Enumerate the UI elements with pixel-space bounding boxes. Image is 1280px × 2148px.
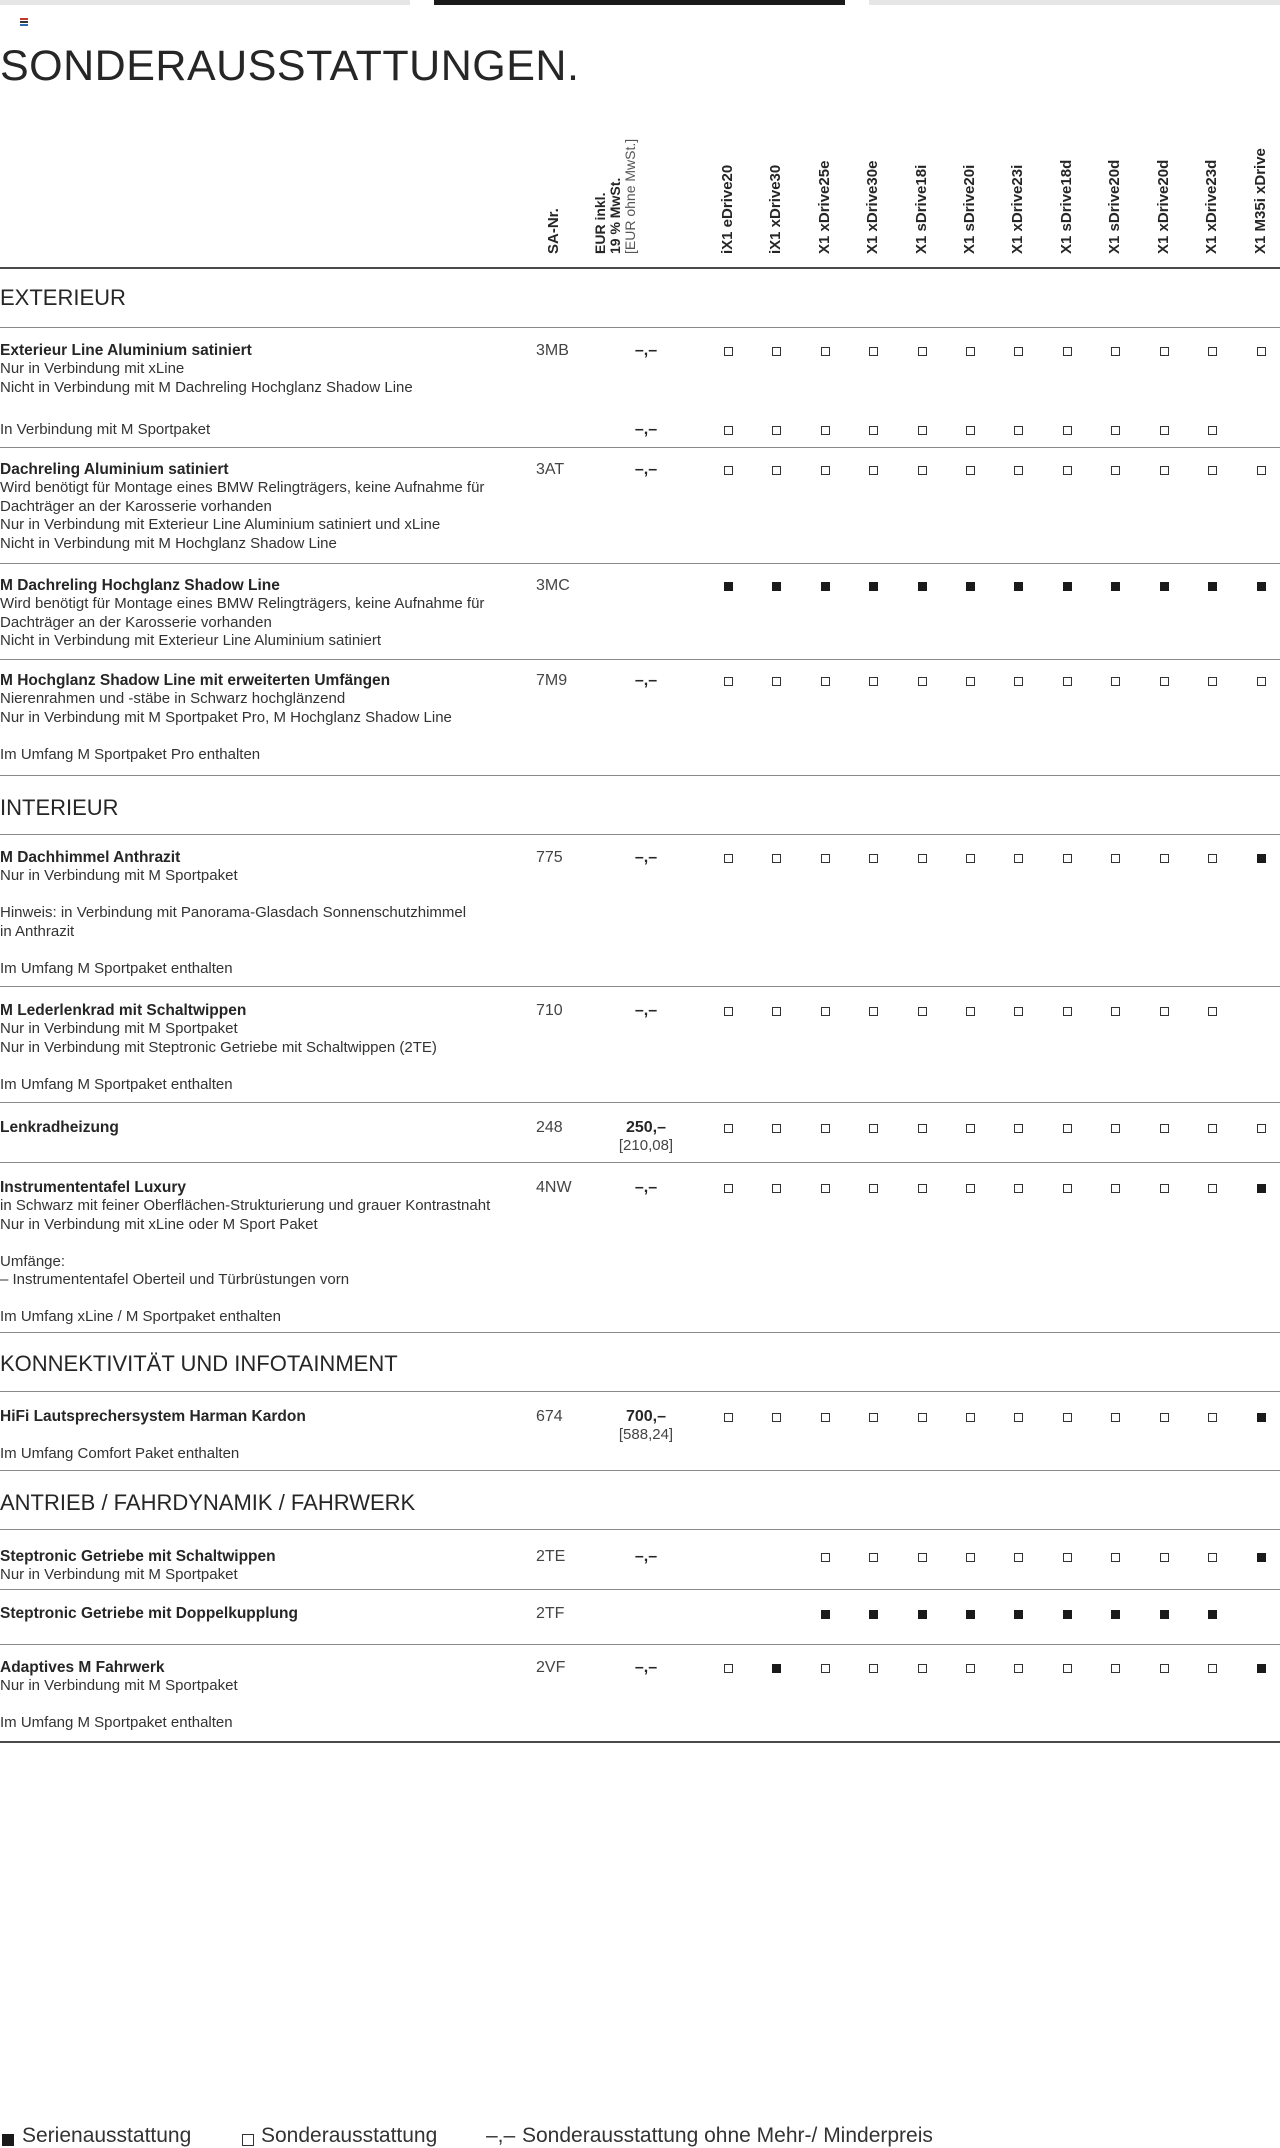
feature-note: In Verbindung mit M Sportpaket (0, 421, 211, 438)
legend-serien: Serienausstattung (22, 2124, 192, 2147)
feature-note: Nur in Verbindung mit Steptronic Getriebe mit Schaltwippen (2TE) (0, 1038, 437, 1056)
feature-note: Nicht in Verbindung mit Exterieur Line Aluminium satiniert (0, 632, 382, 649)
sonder-marker-icon (1014, 1124, 1023, 1133)
serien-marker-icon (1111, 1610, 1120, 1619)
sonder-marker-icon (1063, 1184, 1072, 1193)
tab-indicator-1 (0, 0, 410, 5)
sonder-marker-icon (966, 1664, 975, 1673)
feature-note: Wird benötigt für Montage eines BMW Relingträgers, keine Aufnahme für (0, 595, 485, 612)
sonder-marker-icon (869, 1007, 878, 1016)
sonder-marker-icon (1208, 347, 1217, 356)
feature-note: – Instrumententafel Oberteil und Türbrüstungen vorn (0, 1271, 350, 1288)
price-net: [210,08] (618, 1137, 674, 1154)
sonder-marker-icon (1257, 466, 1266, 475)
feature-note: Wird benötigt für Montage eines BMW Relingträgers, keine Aufnahme für (0, 479, 485, 496)
sonder-marker-icon (966, 347, 975, 356)
feature-name: Adaptives M Fahrwerk (0, 1659, 165, 1676)
feature-note: Im Umfang M Sportpaket enthalten (0, 959, 233, 977)
sonder-marker-icon (1208, 1007, 1217, 1016)
price-header-line3: [EUR ohne MwSt.] (622, 138, 638, 254)
sonder-marker-icon (869, 677, 878, 686)
feature-note: Im Umfang M Sportpaket enthalten (0, 1714, 233, 1731)
sa-code: 674 (536, 1408, 563, 1425)
sonder-marker-icon (918, 1124, 927, 1133)
serien-marker-icon (821, 582, 830, 591)
sonder-marker-icon (1208, 1124, 1217, 1133)
column-header-model: X1 xDrive23d (1203, 159, 1220, 254)
sonder-marker-icon (772, 1124, 781, 1133)
column-header-model: X1 xDrive25e (816, 160, 833, 254)
sonder-marker-icon (1160, 854, 1169, 863)
sonder-marker-icon (966, 854, 975, 863)
sonder-marker-icon (772, 1184, 781, 1193)
price: –,– (634, 1548, 658, 1565)
sonder-marker-icon (1111, 1184, 1120, 1193)
sonder-marker-icon (966, 677, 975, 686)
feature-note: Nicht in Verbindung mit M Dachreling Hochglanz Shadow Line (0, 378, 413, 396)
row-divider (0, 659, 1280, 660)
price: –,– (634, 1659, 658, 1676)
sonder-marker-icon (1014, 347, 1023, 356)
row-divider (0, 1332, 1280, 1333)
sonder-marker-icon (1160, 426, 1169, 435)
price: –,– (634, 421, 658, 438)
sonder-marker-icon (772, 466, 781, 475)
column-header-model: X1 xDrive23i (1009, 164, 1026, 254)
legend-serien-icon (2, 2134, 14, 2146)
serien-marker-icon (918, 1610, 927, 1619)
sonder-marker-icon (1160, 347, 1169, 356)
feature-name: Dachreling Aluminium satiniert (0, 461, 229, 478)
sa-code: 2VF (536, 1659, 566, 1676)
serien-marker-icon (1208, 582, 1217, 591)
serien-marker-icon (1160, 1610, 1169, 1619)
sonder-marker-icon (1014, 1007, 1023, 1016)
serien-marker-icon (869, 582, 878, 591)
feature-name: HiFi Lautsprechersystem Harman Kardon (0, 1408, 306, 1425)
sonder-marker-icon (1014, 1413, 1023, 1422)
sonder-marker-icon (1111, 1553, 1120, 1562)
sonder-marker-icon (772, 1413, 781, 1422)
feature-note: in Schwarz mit feiner Oberflächen-Strukturierung und grauer Kontrastnaht (0, 1197, 491, 1214)
legend-sonder: Sonderausstattung (261, 2124, 438, 2147)
feature-note: Dachträger an der Karosserie vorhanden (0, 613, 272, 631)
sonder-marker-icon (966, 1184, 975, 1193)
feature-note: Umfänge: (0, 1252, 66, 1270)
row-divider (0, 1102, 1280, 1103)
section-title: KONNEKTIVITÄT UND INFOTAINMENT (0, 1351, 398, 1376)
column-header-model: X1 sDrive20i (961, 164, 978, 254)
sa-code: 2TF (536, 1605, 565, 1622)
sonder-marker-icon (724, 347, 733, 356)
sonder-marker-icon (1208, 1413, 1217, 1422)
sonder-marker-icon (1063, 854, 1072, 863)
sa-code: 710 (536, 1002, 563, 1019)
sonder-marker-icon (1257, 1124, 1266, 1133)
sonder-marker-icon (1063, 1413, 1072, 1422)
price: –,– (634, 849, 658, 866)
serien-marker-icon (966, 582, 975, 591)
tab-indicator-2-active (434, 0, 845, 5)
row-divider (0, 1391, 1280, 1392)
legend-sonder-icon (242, 2134, 254, 2146)
section-title: ANTRIEB / FAHRDYNAMIK / FAHRWERK (0, 1490, 416, 1515)
serien-marker-icon (821, 1610, 830, 1619)
sonder-marker-icon (1208, 426, 1217, 435)
sonder-marker-icon (1014, 1184, 1023, 1193)
sonder-marker-icon (1160, 1413, 1169, 1422)
sonder-marker-icon (1063, 1664, 1072, 1673)
sonder-marker-icon (1063, 1007, 1072, 1016)
sa-code: 2TE (536, 1548, 566, 1565)
sonder-marker-icon (821, 426, 830, 435)
sonder-marker-icon (918, 1184, 927, 1193)
feature-note: Hinweis: in Verbindung mit Panorama-Glasdach Sonnenschutzhimmel (0, 904, 467, 921)
column-header-model: X1 xDrive20d (1155, 159, 1172, 254)
sonder-marker-icon (1111, 1124, 1120, 1133)
serien-marker-icon (1063, 1610, 1072, 1619)
sonder-marker-icon (1160, 677, 1169, 686)
sonder-marker-icon (772, 677, 781, 686)
sonder-marker-icon (1063, 426, 1072, 435)
sonder-marker-icon (724, 1007, 733, 1016)
row-divider (0, 1741, 1280, 1743)
sonder-marker-icon (1160, 1184, 1169, 1193)
sonder-marker-icon (1257, 347, 1266, 356)
sonder-marker-icon (821, 1007, 830, 1016)
price: 700,– (625, 1408, 667, 1425)
column-header-model: X1 M35i xDrive (1252, 148, 1269, 254)
sonder-marker-icon (918, 1007, 927, 1016)
serien-marker-icon (1257, 854, 1266, 863)
feature-note: Im Umfang xLine / M Sportpaket enthalten (0, 1308, 281, 1325)
sonder-marker-icon (966, 466, 975, 475)
row-divider (0, 834, 1280, 835)
column-header-model: X1 xDrive30e (864, 160, 881, 254)
feature-note: Nicht in Verbindung mit M Hochglanz Shadow Line (0, 534, 337, 552)
serien-marker-icon (772, 1664, 781, 1673)
sonder-marker-icon (821, 347, 830, 356)
sonder-marker-icon (1063, 1553, 1072, 1562)
page-title: SONDERAUSSTATTUNGEN. (0, 42, 580, 90)
column-header-price (593, 139, 638, 254)
row-divider (0, 1470, 1280, 1471)
serien-marker-icon (1160, 582, 1169, 591)
sa-code: 3MC (536, 577, 570, 594)
sonder-marker-icon (1208, 1553, 1217, 1562)
sonder-marker-icon (869, 426, 878, 435)
sonder-marker-icon (918, 1413, 927, 1422)
sa-code: 775 (536, 849, 563, 866)
sonder-marker-icon (724, 854, 733, 863)
feature-note: Nur in Verbindung mit xLine oder M Sport Paket (0, 1215, 318, 1233)
feature-name: M Dachhimmel Anthrazit (0, 849, 181, 866)
price: –,– (634, 1002, 658, 1019)
row-divider (0, 447, 1280, 448)
serien-marker-icon (1014, 1610, 1023, 1619)
column-header-model: X1 sDrive20d (1106, 159, 1123, 254)
sonder-marker-icon (1111, 677, 1120, 686)
sonder-marker-icon (869, 466, 878, 475)
sa-code: 3AT (536, 461, 565, 478)
sonder-marker-icon (1111, 426, 1120, 435)
sonder-marker-icon (772, 1007, 781, 1016)
sonder-marker-icon (772, 854, 781, 863)
sonder-marker-icon (821, 466, 830, 475)
column-header-model: iX1 xDrive30 (767, 164, 784, 254)
sonder-marker-icon (1063, 466, 1072, 475)
sonder-marker-icon (1063, 677, 1072, 686)
sonder-marker-icon (724, 1124, 733, 1133)
sonder-marker-icon (1014, 466, 1023, 475)
sonder-marker-icon (772, 347, 781, 356)
sonder-marker-icon (1111, 1664, 1120, 1673)
sonder-marker-icon (724, 426, 733, 435)
header-divider (0, 267, 1280, 269)
sonder-marker-icon (869, 854, 878, 863)
sonder-marker-icon (869, 1413, 878, 1422)
serien-marker-icon (1063, 582, 1072, 591)
sonder-marker-icon (821, 854, 830, 863)
sonder-marker-icon (918, 426, 927, 435)
sonder-marker-icon (1257, 677, 1266, 686)
feature-name: M Dachreling Hochglanz Shadow Line (0, 577, 280, 594)
sonder-marker-icon (966, 1124, 975, 1133)
sonder-marker-icon (1014, 1553, 1023, 1562)
feature-note: in Anthrazit (0, 922, 75, 940)
price: 250,– (625, 1119, 667, 1136)
sonder-marker-icon (821, 677, 830, 686)
sonder-marker-icon (869, 347, 878, 356)
sonder-marker-icon (1208, 854, 1217, 863)
sonder-marker-icon (724, 466, 733, 475)
feature-note: Dachträger an der Karosserie vorhanden (0, 497, 272, 515)
sonder-marker-icon (821, 1124, 830, 1133)
feature-note: Nur in Verbindung mit M Sportpaket (0, 867, 238, 884)
row-divider (0, 1644, 1280, 1645)
sonder-marker-icon (772, 426, 781, 435)
price-header-line1: EUR inkl. (592, 192, 608, 254)
sonder-marker-icon (966, 1007, 975, 1016)
feature-note: Nur in Verbindung mit M Sportpaket Pro, M Hochglanz Shadow Line (0, 708, 452, 726)
feature-note: Nierenrahmen und -stäbe in Schwarz hochglänzend (0, 690, 346, 707)
feature-note: Im Umfang Comfort Paket enthalten (0, 1444, 240, 1462)
sonder-marker-icon (1160, 1553, 1169, 1562)
serien-marker-icon (772, 582, 781, 591)
row-divider (0, 327, 1280, 328)
sonder-marker-icon (869, 1664, 878, 1673)
sonder-marker-icon (1160, 466, 1169, 475)
sonder-marker-icon (724, 677, 733, 686)
sonder-marker-icon (1111, 347, 1120, 356)
feature-name: Steptronic Getriebe mit Doppelkupplung (0, 1605, 298, 1622)
section-title: INTERIEUR (0, 795, 119, 820)
feature-name: Exterieur Line Aluminium satiniert (0, 342, 252, 359)
sonder-marker-icon (966, 1413, 975, 1422)
feature-note: Nur in Verbindung mit Exterieur Line Aluminium satiniert und xLine (0, 516, 441, 533)
row-divider (0, 775, 1280, 776)
sonder-marker-icon (821, 1413, 830, 1422)
sa-code: 3MB (536, 342, 569, 359)
column-header-model: iX1 eDrive20 (719, 164, 736, 254)
sonder-marker-icon (966, 1553, 975, 1562)
sonder-marker-icon (821, 1553, 830, 1562)
feature-name: Instrumententafel Luxury (0, 1179, 187, 1196)
sonder-marker-icon (1208, 1664, 1217, 1673)
sonder-marker-icon (918, 466, 927, 475)
sonder-marker-icon (1063, 347, 1072, 356)
sonder-marker-icon (918, 854, 927, 863)
sonder-marker-icon (918, 347, 927, 356)
price: –,– (634, 342, 658, 359)
price: –,– (634, 461, 658, 478)
serien-marker-icon (1014, 582, 1023, 591)
sonder-marker-icon (1160, 1007, 1169, 1016)
feature-name: M Lederlenkrad mit Schaltwippen (0, 1002, 247, 1019)
feature-note: Nur in Verbindung mit M Sportpaket (0, 1677, 238, 1694)
sonder-marker-icon (1160, 1124, 1169, 1133)
sonder-marker-icon (821, 1184, 830, 1193)
sonder-marker-icon (724, 1413, 733, 1422)
sonder-marker-icon (1111, 854, 1120, 863)
feature-note: Im Umfang M Sportpaket Pro enthalten (0, 745, 261, 763)
serien-marker-icon (869, 1610, 878, 1619)
feature-name: M Hochglanz Shadow Line mit erweiterten Umfängen (0, 672, 391, 689)
row-divider (0, 1529, 1280, 1530)
sonder-marker-icon (918, 1664, 927, 1673)
price: –,– (634, 1179, 658, 1196)
feature-note: Nur in Verbindung mit xLine (0, 360, 185, 377)
sonder-marker-icon (1063, 1124, 1072, 1133)
sonder-marker-icon (869, 1124, 878, 1133)
feature-note: Nur in Verbindung mit M Sportpaket (0, 1566, 238, 1583)
sonder-marker-icon (1014, 854, 1023, 863)
serien-marker-icon (966, 1610, 975, 1619)
sonder-marker-icon (1111, 1413, 1120, 1422)
serien-marker-icon (1257, 582, 1266, 591)
sonder-marker-icon (1014, 426, 1023, 435)
sa-code: 4NW (536, 1179, 572, 1196)
column-header-model: X1 sDrive18d (1058, 159, 1075, 254)
feature-name: Steptronic Getriebe mit Schaltwippen (0, 1548, 276, 1565)
serien-marker-icon (1257, 1413, 1266, 1422)
legend-dash-symbol: –,– (486, 2124, 516, 2147)
serien-marker-icon (1257, 1664, 1266, 1673)
sonder-marker-icon (821, 1664, 830, 1673)
row-divider (0, 563, 1280, 564)
feature-name: Lenkradheizung (0, 1119, 119, 1136)
sa-code: 248 (536, 1119, 563, 1136)
price: –,– (634, 672, 658, 689)
sonder-marker-icon (1208, 677, 1217, 686)
sonder-marker-icon (1111, 1007, 1120, 1016)
row-divider (0, 1589, 1280, 1590)
sonder-marker-icon (918, 677, 927, 686)
price-net: [588,24] (618, 1426, 674, 1443)
serien-marker-icon (918, 582, 927, 591)
column-header-model: X1 sDrive18i (913, 164, 930, 254)
sonder-marker-icon (724, 1184, 733, 1193)
tab-indicator-3 (869, 0, 1280, 5)
serien-marker-icon (724, 582, 733, 591)
serien-marker-icon (1257, 1184, 1266, 1193)
sa-code: 7M9 (536, 672, 568, 689)
row-divider (0, 986, 1280, 987)
row-divider (0, 1162, 1280, 1163)
legend-dash-text: Sonderausstattung ohne Mehr-/ Minderpreis (522, 2124, 933, 2147)
sonder-marker-icon (869, 1553, 878, 1562)
serien-marker-icon (1257, 1553, 1266, 1562)
serien-marker-icon (1208, 1610, 1217, 1619)
sonder-marker-icon (1014, 1664, 1023, 1673)
feature-note: Nur in Verbindung mit M Sportpaket (0, 1020, 238, 1037)
sonder-marker-icon (869, 1184, 878, 1193)
sonder-marker-icon (966, 426, 975, 435)
sonder-marker-icon (1111, 466, 1120, 475)
sonder-marker-icon (1208, 466, 1217, 475)
feature-note: Im Umfang M Sportpaket enthalten (0, 1075, 233, 1093)
sonder-marker-icon (1014, 677, 1023, 686)
sonder-marker-icon (1160, 1664, 1169, 1673)
sonder-marker-icon (724, 1664, 733, 1673)
section-title: EXTERIEUR (0, 285, 126, 310)
serien-marker-icon (1111, 582, 1120, 591)
language-flag-icon[interactable] (20, 18, 28, 25)
sonder-marker-icon (918, 1553, 927, 1562)
sonder-marker-icon (1208, 1184, 1217, 1193)
price-header-line2: 19 % MwSt. (607, 177, 623, 254)
column-header-code: SA-Nr. (545, 208, 562, 254)
